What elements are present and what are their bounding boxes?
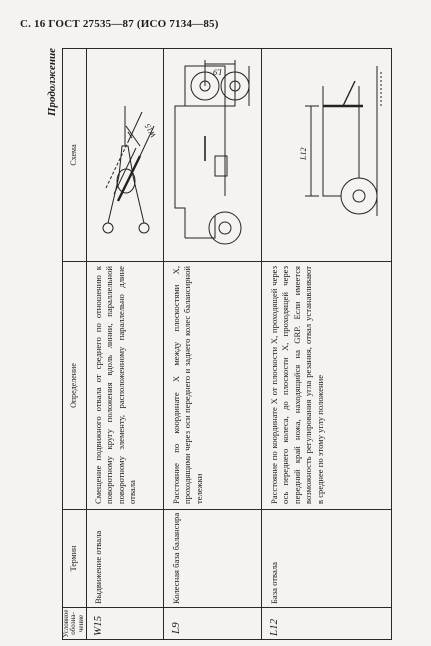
header-scheme: Схема [68, 144, 78, 166]
row1-diagram-label: W15 [142, 122, 159, 140]
row3-symbol: L12 [268, 618, 280, 636]
row2-scheme-diagram [165, 52, 259, 256]
header-definition: Определение [68, 363, 78, 408]
row1-term: Выдвижение отвала [93, 530, 103, 604]
header-term: Термин [68, 545, 78, 572]
row2-term: Колесная база балансира [171, 512, 181, 604]
table-border-left [62, 639, 392, 640]
col-rule-2 [62, 509, 392, 510]
row1-definition: Смещение подвижного отвала от среднего по отношению к поворотному кругу положения вдоль линии, параллельной поворотному элементу, расположенному параллельно длине отвала [93, 266, 138, 504]
row3-term: База отвала [269, 562, 279, 604]
col-rule-3 [62, 261, 392, 262]
row2-diagram-label: L9 [213, 67, 222, 77]
row2-definition: Расстояние по координате X между плоскостями X, проходящими через оси переднего и заднего колес балансирной тележки [171, 266, 204, 504]
row-rule-1 [163, 48, 164, 640]
row3-scheme-diagram [263, 52, 387, 256]
table-border-bottom [391, 48, 392, 640]
row1-scheme-diagram [88, 56, 162, 256]
terms-table [62, 48, 392, 640]
header-rule [86, 48, 87, 640]
row2-symbol: L9 [170, 622, 182, 634]
row3-definition: Расстояние по координате X от плоскости X, проходящей через ось переднего колеса, до плоскости X, проходящей через передний край ножа, находящийся на GRP. Если имеется возможность регулирования угла резания, отвал устанавливают в среднее по этому углу положение [269, 266, 325, 504]
header-symbol: Условное обозна-чение [61, 609, 85, 638]
row1-symbol: W15 [92, 615, 104, 636]
row3-diagram-label: L12 [299, 147, 308, 160]
continuation-label: Продолжение [46, 48, 58, 117]
row-rule-2 [261, 48, 262, 640]
table-border-right [62, 48, 392, 49]
col-rule-1 [62, 607, 392, 608]
page-header: С. 16 ГОСТ 27535—87 (ИСО 7134—85) [20, 18, 219, 30]
rotated-table-block [44, 48, 390, 640]
